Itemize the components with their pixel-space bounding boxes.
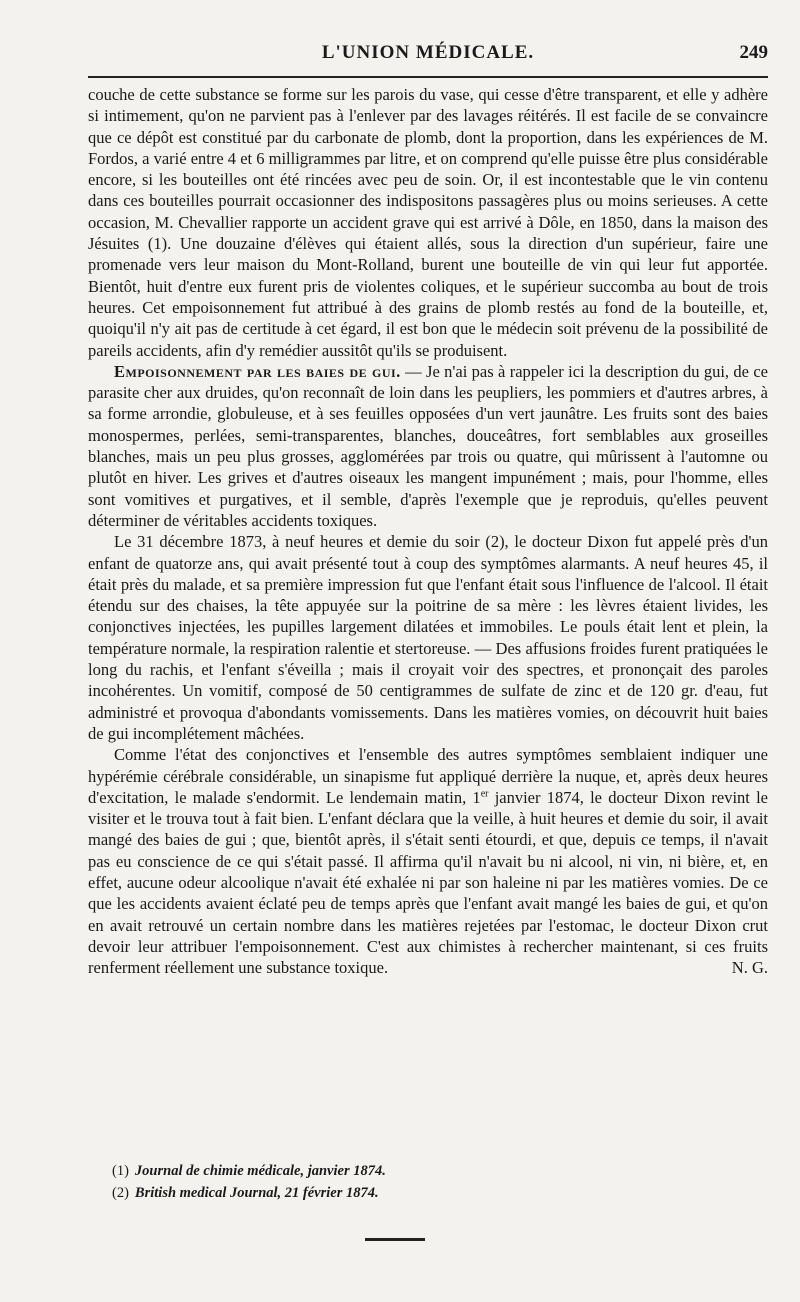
footnote-2 xyxy=(112,1182,752,1204)
paragraph-conclusion xyxy=(88,744,768,978)
footnote-1 xyxy=(112,1160,752,1182)
running-title: L'UNION MÉDICALE. xyxy=(321,42,535,63)
section-heading: Empoisonnement par les baies de gui. xyxy=(114,361,401,381)
author-signature: N. G. xyxy=(731,958,768,978)
footnote-text: British medical Journal, 21 février 1874. xyxy=(134,1185,379,1201)
article-body xyxy=(88,84,768,978)
header-rule xyxy=(88,76,768,78)
paragraph-gui xyxy=(88,361,768,531)
footnote-mark: (2) xyxy=(112,1185,129,1201)
end-rule xyxy=(365,1238,425,1241)
paragraph-conclusion-text-a: Comme l'état des conjonctives et l'ensemble des autres symptômes semblaient indiquer une hypérémie cérébrale considérable, un sinapisme fut appliqué derrière la nuque, et, après deux heures d'excitation, le malade s'endormit. Le lendemain matin, 1 xyxy=(88,745,768,807)
footnote-mark: (1) xyxy=(112,1163,129,1179)
paragraph-gui-text: — Je n'ai pas à rappeler ici la description du gui, de ce parasite cher aux druides, qu'on reconnaît de loin dans les peupliers, les pommiers et d'autres arbres, à sa forme arrondie, globuleuse, et à ses feuilles opposées d'un vert jaunâtre. Les fruits sont des baies monospermes, perlées, semi-transparentes, blanches, douceâtres, fort semblables aux groseilles blanches, mais un peu plus grosses, agglomérées par trois ou quatre, qui mûrissent à l'automne ou plutôt en hiver. Les grives et d'autres oiseaux les mangent impunément ; mais, pour l'homme, elles sont vomitives et purgatives, et il semble, d'après l'exemple que je reproduis, qu'elles peuvent déterminer de véritables accidents toxiques. xyxy=(88,361,768,530)
paragraph-case-report: Le 31 décembre 1873, à neuf heures et demie du soir (2), le docteur Dixon fut appelé près d'un enfant de quatorze ans, qui avait présenté tout à coup des symptômes alarmants. A neuf heures 45, il était près du malade, et sa première impression fut que l'enfant était sous l'influence de l'alcool. Il était étendu sur des chaises, la tête appuyée sur la poitrine de sa mère : les lèvres étaient livides, les conjonctives injectées, les pupilles largement dilatées et immobiles. Le pouls était lent et plein, la température normale, la respiration ralentie et stertoreuse. — Des affusions froides furent pratiquées le long du rachis, et l'enfant s'éveilla ; mais il croyait voir des spectres, et prononçait des paroles incohérentes. Un vomitif, composé de 50 centigrammes de sulfate de zinc et de 120 gr. d'eau, fut administré et provoqua d'abondants vomissements. Dans les matières vomies, on découvrit huit baies de gui incomplétement mâchées. xyxy=(88,532,768,743)
page-header xyxy=(88,40,768,70)
paragraph-conclusion-text-b: janvier 1874, le docteur Dixon revint le visiter et le trouva tout à fait bien. L'enfant déclara que la veille, à huit heures et demie du soir, il avait mangé des baies de gui ; que, bientôt après, il s'était senti étourdi, et que, depuis ce temps, il n'avait pas eu conscience de ce qui s'était passé. Il affirma qu'il n'avait bu ni alcool, ni vin, ni bière, et, en effet, aucune odeur alcoolique n'avait été exhalée ni par son haleine ni par les matières vomies. De ce que les accidents avaient éclaté peu de temps après que l'enfant avait mangé les baies de gui, et qu'on en avait retrouvé un certain nombre dans les matières rejetées par l'estomac, le docteur Dixon crut devoir leur attribuer l'empoisonnement. C'est aux chimistes à rechercher maintenant, si ces fruits renferment réellement une substance toxique. xyxy=(88,787,768,978)
footnotes xyxy=(112,1160,752,1204)
page-number: 249 xyxy=(739,42,768,63)
footnote-text: Journal de chimie médicale, janvier 1874. xyxy=(134,1163,386,1179)
paragraph-lead-plomb: couche de cette substance se forme sur les parois du vase, qui cesse d'être transparent, et elle y adhère si intimement, qu'on ne parvient pas à l'enlever par des lavages réitérés. Il est facile de se convaincre que ce dépôt est constitué par du carbonate de plomb, dont la proportion, dans les expériences de M. Fordos, a varié entre 4 et 6 milligrammes par litre, et on comprend qu'elle puisse être plus considérable encore, si les bouteilles ont été rincées avec peu de soin. Or, il est incontestable que le vin contenu dans ces bouteilles pourrait occasionner des indispositons passagères plus ou moins serieuses. A cette occasion, M. Chevallier rapporte un accident grave qui est arrivé à Dôle, en 1850, dans la maison des Jésuites (1). Une douzaine d'élèves qui étaient allés, sous la direction d'un supérieur, faire une promenade vers leur maison du Mont-Rolland, burent une bouteille de vin qui leur fut apportée. Bientôt, huit d'entre eux furent pris de violentes coliques, et le supérieur succomba au bout de trois heures. Cet empoisonnement fut attribué à des grains de plomb restés au fond de la bouteille, et, quoiqu'il n'y ait pas de certitude à cet égard, il est bon que le médecin soit prévenu de la possibilité de pareils accidents, afin d'y remédier aussitôt qu'ils se produisent. xyxy=(88,85,768,360)
ordinal-superscript: er xyxy=(480,788,489,800)
